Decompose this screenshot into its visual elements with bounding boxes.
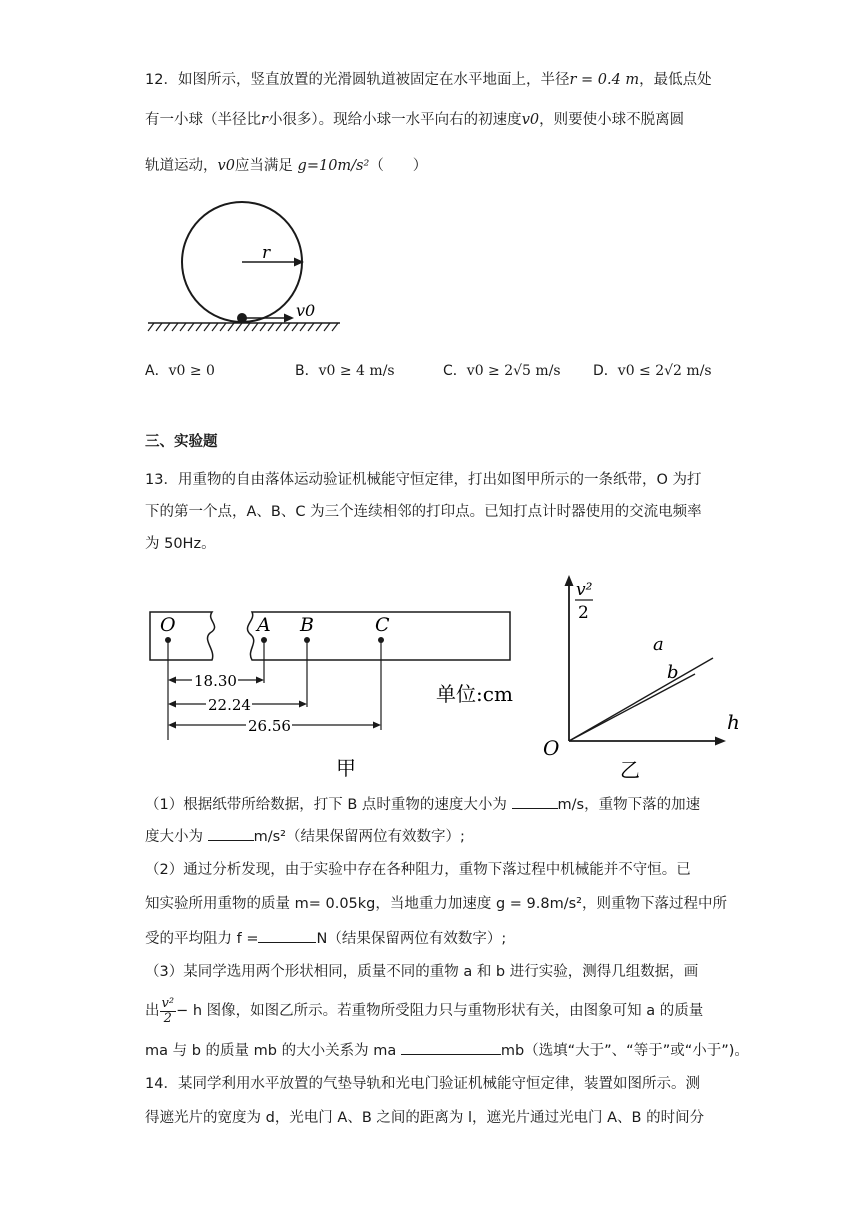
point-a-label: A — [257, 614, 271, 636]
q13-p2-text-c: 受的平均阻力 f = — [145, 931, 259, 947]
tape-caption: 甲 — [336, 756, 356, 780]
q12-text-2c: ，则要使小球不脱离圆 — [539, 112, 685, 128]
fig-v0-label: v0 — [296, 301, 316, 320]
q12-text-1: 12．如图所示，竖直放置的光滑圆轨道被固定在水平地面上，半径 — [145, 72, 570, 88]
q12-text-2b: 小很多）。现给小球一水平向右的初速度 — [267, 112, 522, 128]
section-heading: 三、实验题 — [145, 434, 218, 450]
v2-h-graph — [535, 565, 750, 785]
q13-p3-text-d: mb（选填“大于”、“等于”或“小于”)。 — [500, 1043, 749, 1059]
q12-text-2a: 有一小球（半径比 — [145, 112, 261, 128]
answer-blank-vb[interactable] — [512, 794, 558, 809]
graph-y-arrowhead — [565, 575, 574, 586]
q12-text-1-tail: ，最低点处 — [639, 72, 712, 88]
option-a-label: A． — [145, 363, 169, 379]
graph-line-a — [569, 674, 695, 741]
q13-part3-line-2 — [145, 996, 703, 1026]
graph-x-label: h — [727, 710, 740, 734]
q12-text-3b: 应当满足 — [234, 158, 293, 174]
q13-part3-line-1: （3）某同学选用两个形状相同，质量不同的重物 a 和 b 进行实验，测得几组数据，画 — [145, 964, 699, 980]
q13-part2-line-1: （2）通过分析发现，由于实验中存在各种阻力，重物下落过程中机械能并不守恒。已 — [145, 862, 691, 878]
q13-part3-line-3 — [145, 1040, 749, 1061]
q12-line-3 — [145, 156, 427, 176]
q12-line-2 — [145, 110, 684, 130]
option-d-label: D． — [593, 363, 618, 379]
graph-line-b-label: b — [667, 662, 679, 683]
option-b-label: B． — [295, 363, 319, 379]
v2-over-2-fraction — [160, 997, 177, 1026]
option-c-text: v0 ≥ 2√5 m/s — [466, 363, 561, 379]
q13-part2-line-3 — [145, 928, 506, 949]
graph-origin: O — [543, 736, 560, 760]
fraction-denominator: 2 — [163, 1010, 172, 1026]
q12-v0-symbol-2: v0 — [217, 158, 235, 174]
q13-line-3: 为 50Hz。 — [145, 536, 216, 552]
graph-y-label-den: 2 — [578, 603, 589, 623]
point-c-label: C — [375, 614, 390, 636]
fig-radius-label: r — [262, 243, 271, 263]
q13-part1-line-2 — [145, 826, 465, 847]
graph-x-arrowhead — [715, 737, 726, 746]
option-d-text: v0 ≤ 2√2 m/s — [617, 363, 712, 379]
q12-circle-track-figure — [140, 200, 350, 335]
point-b-label: B — [300, 614, 314, 636]
q12-r-symbol: r — [261, 112, 268, 128]
q14-line-1: 14．某同学利用水平放置的气垫导轨和光电门验证机械能守恒定律，装置如图所示。测 — [145, 1076, 700, 1092]
graph-line-b — [569, 658, 713, 741]
option-d[interactable] — [593, 360, 712, 380]
option-b-text: v0 ≥ 4 m/s — [318, 363, 395, 379]
q13-p1-text-d: m/s²（结果保留两位有效数字）; — [253, 829, 465, 845]
q13-p2-text-d: N（结果保留两位有效数字）; — [316, 931, 507, 947]
option-c-label: C． — [443, 363, 467, 379]
distance-ob: 22.24 — [208, 696, 251, 714]
ground-hatching — [148, 323, 338, 331]
option-a-text: v0 ≥ 0 — [168, 363, 215, 379]
q12-radius: r = 0.4 m — [569, 72, 640, 88]
q13-part1-line-1 — [145, 794, 700, 815]
q13-p3-text-pre: 出 — [145, 1003, 160, 1019]
q12-line-1 — [145, 70, 712, 90]
graph-line-a-label: a — [653, 634, 664, 655]
option-b[interactable] — [295, 360, 395, 380]
q12-answer-paren: （ ） — [369, 158, 428, 174]
q12-v0-symbol: v0 — [521, 112, 540, 128]
point-o-label: O — [160, 614, 176, 636]
distance-oc: 26.56 — [248, 717, 291, 735]
q13-p3-text-mid: − h 图像，如图乙所示。若重物所受阻力只与重物形状有关，由图象可知 a 的质量 — [176, 1003, 704, 1019]
velocity-arrowhead — [284, 314, 294, 323]
tape-unit: 单位:cm — [436, 682, 513, 706]
tape-dots — [165, 637, 384, 643]
fraction-numerator: v² — [161, 995, 175, 1011]
q13-line-2: 下的第一个点，A、B、C 为三个连续相邻的打印点。已知打点计时器使用的交流电频率 — [145, 504, 702, 520]
distance-oa: 18.30 — [194, 672, 237, 690]
q13-p1-text-b: m/s，重物下落的加速 — [557, 797, 701, 813]
q13-p3-text-c: ma 与 b 的质量 mb 的大小关系为 ma — [145, 1043, 401, 1059]
q13-p1-text-c: 度大小为 — [145, 829, 208, 845]
q14-line-2: 得遮光片的宽度为 d，光电门 A、B 之间的距离为 l，遮光片通过光电门 A、B 的时间分 — [145, 1110, 705, 1126]
paper-tape-figure — [140, 600, 540, 785]
answer-blank-friction[interactable] — [258, 928, 316, 943]
option-c[interactable] — [443, 360, 561, 380]
option-a[interactable] — [145, 360, 215, 380]
graph-caption: 乙 — [620, 758, 640, 782]
q13-p1-text-a: （1）根据纸带所给数据，打下 B 点时重物的速度大小为 — [145, 797, 512, 813]
q12-text-3a: 轨道运动， — [145, 158, 218, 174]
q13-part2-line-2: 知实验所用重物的质量 m= 0.05kg，当地重力加速度 g = 9.8m/s²，则重物下落过程中所 — [145, 896, 727, 912]
answer-blank-acceleration[interactable] — [208, 826, 254, 841]
answer-blank-mass-relation[interactable] — [401, 1040, 501, 1055]
q12-gravity: g=10m/s² — [297, 158, 370, 174]
graph-y-label-num: v² — [576, 580, 593, 600]
q13-line-1: 13．用重物的自由落体运动验证机械能守恒定律，打出如图甲所示的一条纸带，O 为打 — [145, 472, 702, 488]
